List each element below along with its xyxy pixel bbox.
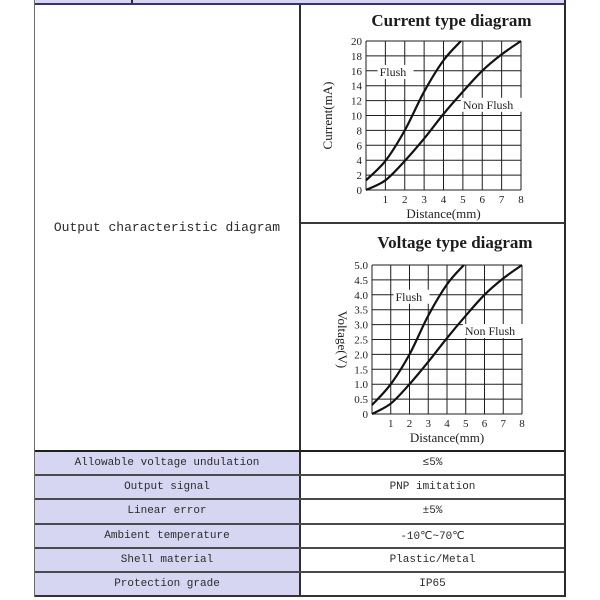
spec-label-cell: Ambient temperature	[35, 525, 301, 547]
svg-text:6: 6	[356, 140, 362, 153]
svg-text:16: 16	[351, 65, 362, 78]
spec-value-cell: ≤5%	[301, 452, 564, 474]
row-header-cell	[35, 5, 301, 450]
spec-label-cell: Output signal	[35, 476, 301, 498]
svg-text:3: 3	[421, 194, 427, 206]
svg-text:1: 1	[382, 194, 389, 206]
svg-text:14: 14	[351, 80, 362, 93]
svg-text:Voltage type diagram: Voltage type diagram	[377, 233, 533, 252]
table-row	[35, 571, 564, 595]
voltage-type-chart	[301, 224, 564, 450]
row-header-label: Output characteristic diagram	[53, 220, 281, 235]
svg-text:Non Flush: Non Flush	[464, 324, 516, 339]
spec-value-cell: Plastic/Metal	[301, 549, 564, 571]
svg-text:Flush: Flush	[395, 289, 423, 304]
svg-text:3: 3	[425, 418, 431, 430]
svg-text:7: 7	[500, 418, 506, 430]
spec-label-cell: Allowable voltage undulation	[35, 452, 301, 474]
output-characteristic-row	[35, 5, 564, 450]
svg-text:20: 20	[351, 36, 362, 48]
svg-text:2: 2	[406, 418, 413, 430]
svg-text:1.5: 1.5	[354, 364, 368, 377]
svg-text:0: 0	[356, 185, 362, 197]
svg-text:Non Flush: Non Flush	[462, 97, 514, 112]
sliver-column-divider	[131, 0, 133, 3]
table-row	[35, 452, 564, 474]
current-type-chart	[301, 5, 564, 224]
svg-text:8: 8	[356, 125, 362, 138]
svg-text:1.0: 1.0	[354, 379, 368, 392]
spec-label-cell: Shell material	[35, 549, 301, 571]
svg-text:0: 0	[362, 409, 368, 421]
svg-text:Voltage(V): Voltage(V)	[335, 310, 350, 369]
svg-text:2.5: 2.5	[354, 334, 368, 347]
svg-text:4.5: 4.5	[354, 274, 368, 287]
table-row	[35, 498, 564, 522]
svg-text:3.0: 3.0	[354, 319, 368, 332]
svg-text:Current(mA): Current(mA)	[320, 81, 335, 150]
svg-text:18: 18	[351, 50, 362, 63]
svg-text:2.0: 2.0	[354, 349, 368, 362]
svg-text:7: 7	[498, 194, 505, 206]
svg-text:5: 5	[463, 418, 469, 430]
svg-text:4.0: 4.0	[354, 289, 368, 302]
svg-text:2: 2	[402, 194, 408, 206]
svg-text:0.5: 0.5	[354, 394, 368, 407]
spec-value-cell: -10℃~70℃	[301, 525, 564, 547]
svg-text:4: 4	[440, 194, 447, 206]
spec-table	[34, 0, 566, 597]
svg-text:Distance(mm): Distance(mm)	[406, 206, 481, 221]
svg-text:Flush: Flush	[379, 65, 407, 80]
svg-text:2: 2	[356, 170, 362, 183]
table-row	[35, 474, 564, 498]
svg-text:8: 8	[519, 418, 525, 430]
svg-text:8: 8	[518, 194, 524, 206]
svg-text:6: 6	[481, 418, 488, 430]
spec-value-cell: IP65	[301, 573, 564, 595]
spec-label-cell: Linear error	[35, 500, 301, 522]
svg-text:Distance(mm): Distance(mm)	[409, 430, 485, 445]
svg-text:4: 4	[356, 155, 362, 168]
svg-text:Current type diagram: Current type diagram	[371, 11, 532, 30]
svg-text:5.0: 5.0	[354, 260, 368, 272]
svg-text:5: 5	[460, 194, 466, 206]
spec-label-cell: Protection grade	[35, 573, 301, 595]
spec-rows	[35, 450, 564, 597]
svg-text:12: 12	[351, 95, 362, 108]
svg-text:10: 10	[351, 110, 362, 123]
svg-text:6: 6	[479, 194, 485, 206]
table-row	[35, 523, 564, 547]
svg-text:3.5: 3.5	[354, 304, 368, 317]
spec-value-cell: PNP imitation	[301, 476, 564, 498]
spec-value-cell: ±5%	[301, 500, 564, 522]
table-row	[35, 547, 564, 571]
svg-text:1: 1	[388, 418, 394, 430]
svg-text:4: 4	[444, 418, 450, 430]
charts-column	[301, 5, 564, 450]
